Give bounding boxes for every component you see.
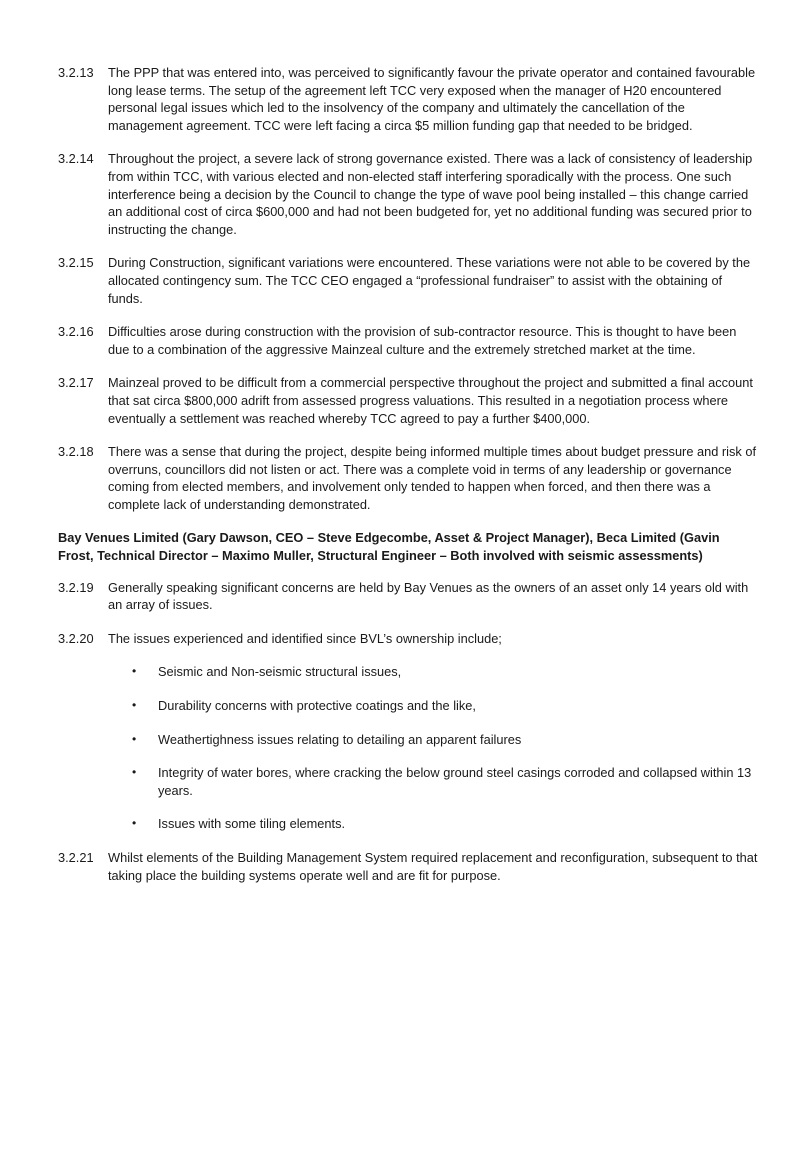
list-item — [58, 697, 758, 715]
paragraph-number: 3.2.13 — [58, 65, 94, 80]
paragraph-3-2-15 — [58, 254, 758, 307]
paragraph-3-2-21 — [58, 849, 758, 884]
paragraph-number: 3.2.15 — [58, 255, 94, 271]
paragraph-text: Generally speaking significant concerns are held by Bay Venues as the owners of an asset only 14 years old with an array of issues. — [108, 579, 749, 613]
paragraph-number: 3.2.19 — [58, 579, 94, 595]
list-item-text: Weathertighness issues relating to detailing an apparent failures — [158, 731, 522, 747]
bullet-icon: • — [132, 698, 137, 713]
paragraph-3-2-20 — [58, 630, 758, 648]
paragraph-text: Difficulties arose during construction with the provision of sub-contractor resource. This is thought to have been due to a combination of the aggressive Mainzeal culture and the extremely stretched market at the time. — [108, 324, 737, 357]
paragraph-number: 3.2.18 — [58, 444, 94, 460]
issues-bullet-list — [58, 663, 758, 833]
paragraph-3-2-16 — [58, 323, 758, 358]
paragraph-text: Whilst elements of the Building Management System required replacement and reconfiguration, subsequent to that taking place the building systems operate well and are fit for purpose. — [108, 850, 758, 883]
paragraph-3-2-19 — [58, 579, 758, 614]
paragraph-3-2-17 — [58, 374, 758, 427]
bullet-icon: • — [132, 731, 137, 746]
list-item — [58, 764, 758, 799]
paragraph-text: The PPP that was entered into, was perceived to significantly favour the private operator and contained favourable long lease terms. The setup of the agreement left TCC very exposed when the manager of H20 encountered personal legal issues which led to the insolvency of the company and ultimately the cancellation of the management agreement. TCC were left facing a circa $5 million funding gap that needed to be bridged. — [108, 65, 756, 133]
paragraph-number: 3.2.16 — [58, 324, 94, 340]
document-page — [58, 64, 758, 900]
paragraph-number: 3.2.20 — [58, 630, 94, 646]
bullet-icon: • — [132, 816, 137, 831]
bullet-icon: • — [132, 765, 137, 780]
section-heading: Bay Venues Limited (Gary Dawson, CEO – Steve Edgecombe, Asset & Project Manager), Beca Limited (Gavin Frost, Technical Director – Maximo Muller, Structural Engineer – Both involved with seismic assessments) — [58, 530, 720, 564]
paragraph-number: 3.2.21 — [58, 850, 94, 865]
paragraph-text: The issues experienced and identified since BVL’s ownership include; — [108, 630, 502, 646]
paragraph-text: During Construction, significant variations were encountered. These variations were not able to be covered by the allocated contingency sum. The TCC CEO engaged a “professional fundraiser” to assist with the obtaining of funds. — [108, 255, 751, 306]
list-item-text: Issues with some tiling elements. — [158, 816, 346, 832]
list-item-text: Durability concerns with protective coatings and the like, — [158, 698, 476, 714]
list-item — [58, 815, 758, 833]
paragraph-text: Throughout the project, a severe lack of strong governance existed. There was a lack of consistency of leadership from within TCC, with various elected and non-elected staff interfering sporadically with the process. One such interference being a decision by the Council to change the type of wave pool being installed – this change carried an additional cost of circa $600,000 and had not been budgeted for, yet no additional funding was secured prior to instructing the change. — [108, 151, 753, 237]
list-item-text: Seismic and Non-seismic structural issues, — [158, 664, 402, 680]
paragraph-3-2-13 — [58, 64, 758, 134]
list-item-text: Integrity of water bores, where cracking the below ground steel casings corroded and collapsed within 13 years. — [158, 765, 752, 798]
paragraph-text: There was a sense that during the project, despite being informed multiple times about budget pressure and risk of overruns, councillors did not listen or act. There was a complete void in terms of any leadership or governance coming from elected members, and involvement only tended to happen when forced, and then there was a complete lack of understanding demonstrated. — [108, 444, 757, 512]
paragraph-number: 3.2.17 — [58, 375, 94, 391]
bullet-icon: • — [132, 664, 137, 679]
list-item — [58, 663, 758, 681]
paragraph-text: Mainzeal proved to be difficult from a commercial perspective throughout the project and submitted a final account that sat circa $800,000 adrift from assessed progress valuations. This resulted in a negotiation process where eventually a settlement was reached whereby TCC agreed to pay a further $400,000. — [108, 375, 753, 426]
paragraph-3-2-14 — [58, 150, 758, 238]
paragraph-number: 3.2.14 — [58, 151, 94, 167]
paragraph-3-2-18 — [58, 443, 758, 513]
list-item — [58, 731, 758, 749]
